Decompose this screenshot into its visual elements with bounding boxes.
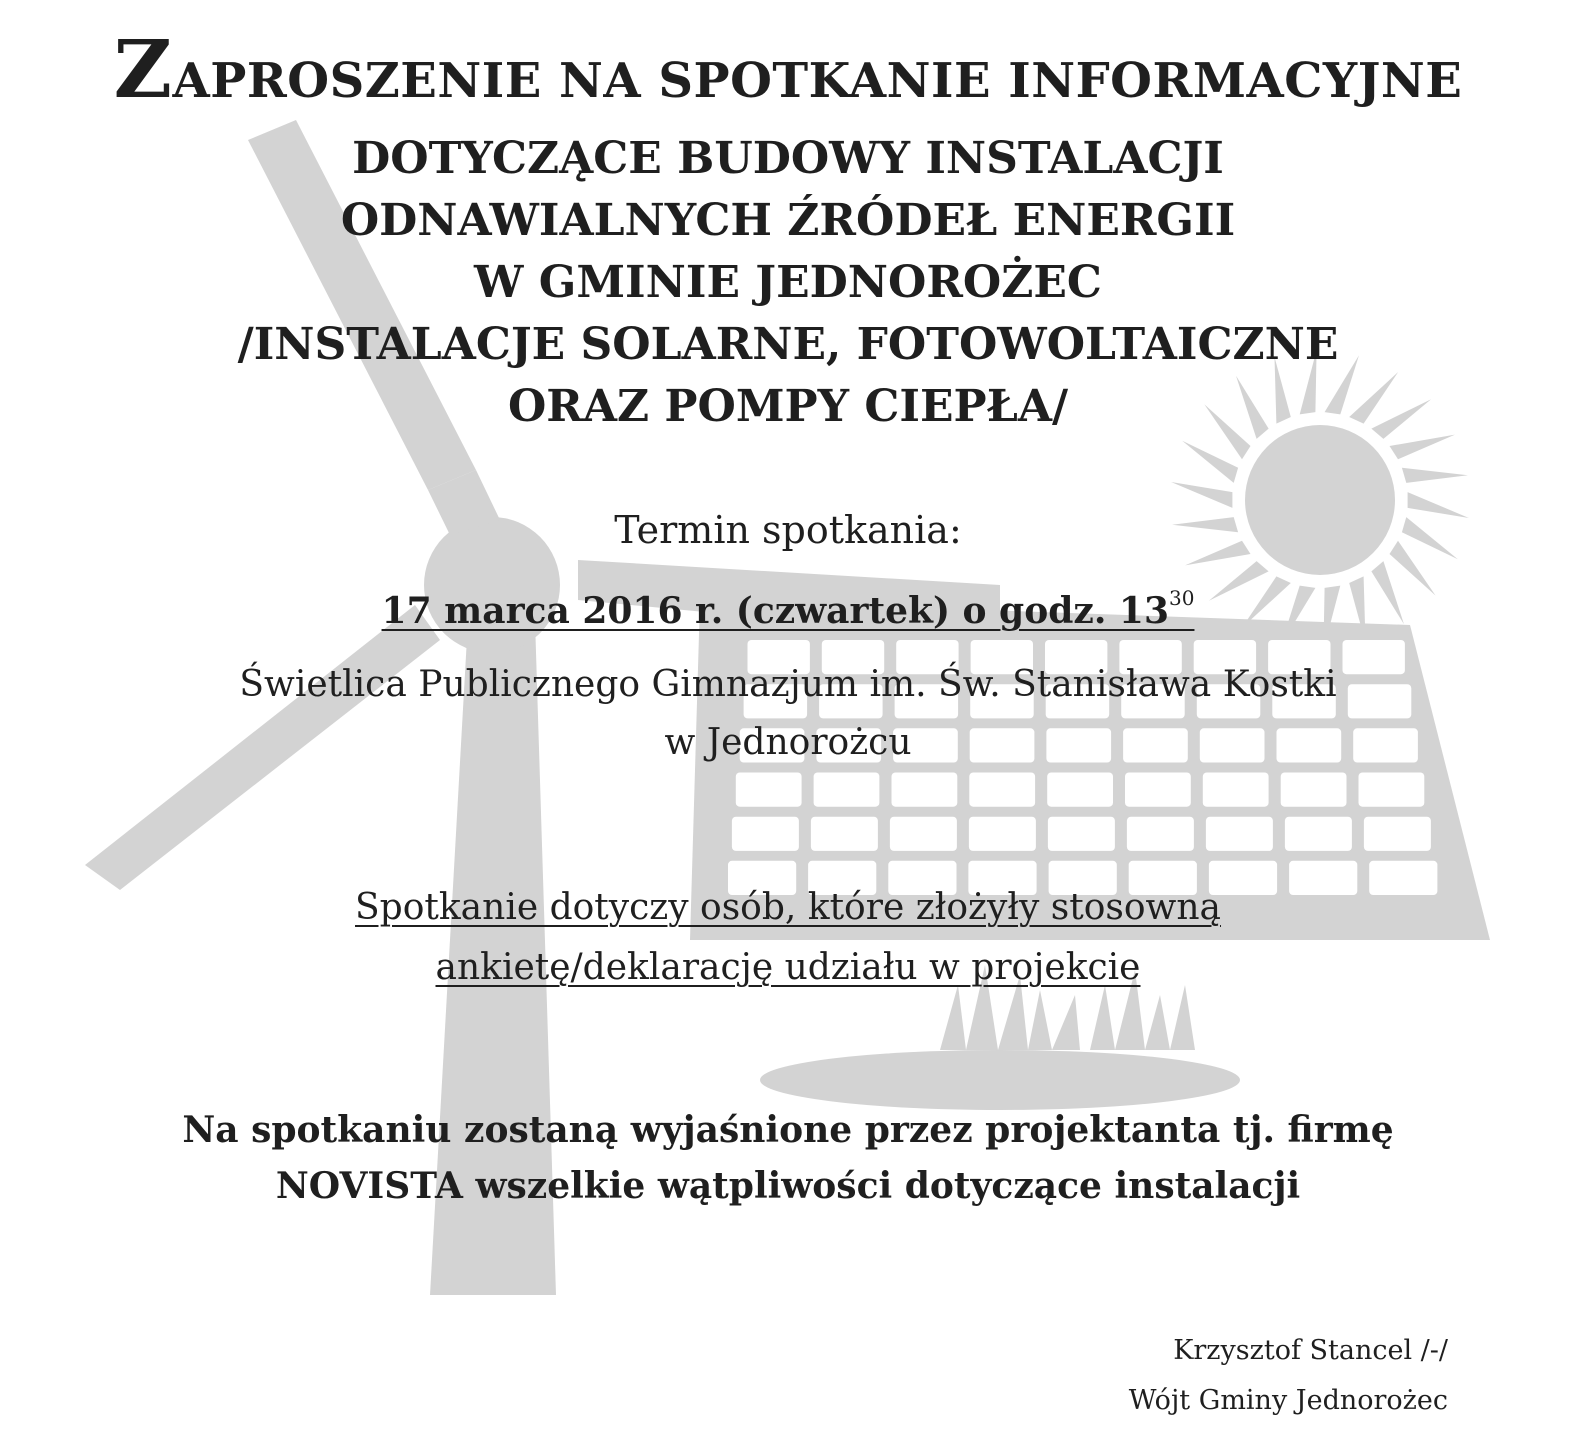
meeting-label: Termin spotkania: [614,508,962,552]
title-line: ODNAWIALNYCH ŹRÓDEŁ ENERGII [340,195,1236,246]
title-line: ORAZ POMPY CIEPŁA/ [507,381,1069,432]
signature-position: Wójt Gminy Jednorożec [1128,1385,1448,1416]
info-paragraph [0,1102,1576,1214]
title-line: W GMINIE JEDNOROŻEC [474,257,1102,308]
notice-line: Spotkanie dotyczy osób, które złożyły stosowną [355,887,1221,928]
title-first-line: APROSZENIE NA SPOTKANIE INFORMACYJNE [172,53,1463,109]
place-line: w Jednorożcu [664,722,912,763]
meeting-date [0,586,1576,632]
signature-name: Krzysztof Stancel /-/ [1173,1335,1448,1366]
title-line: /INSTALACJE SOLARNE, FOTOWOLTAICZNE [237,319,1339,370]
place-line: Świetlica Publicznego Gimnazjum im. Św. Stanisława Kostki [239,664,1337,705]
meeting-date-text: 17 marca 2016 r. (czwartek) o godz. 13 [381,590,1170,632]
page-title [0,22,1576,116]
title-line: DOTYCZĄCE BUDOWY INSTALACJI [352,133,1224,184]
title-initial: Z [113,22,173,116]
title-subtitle [0,128,1576,438]
info-line: Na spotkaniu zostaną wyjaśnione przez projektanta tj. firmę [182,1109,1394,1151]
meeting-place [0,656,1576,772]
meeting-time-minutes: 30 [1169,586,1195,610]
eligibility-notice [0,878,1576,998]
signature [1129,1326,1448,1426]
info-line: NOVISTA wszelkie wątpliwości dotyczące instalacji [275,1165,1301,1207]
notice-line: ankietę/deklarację udziału w projekcie [435,947,1141,988]
